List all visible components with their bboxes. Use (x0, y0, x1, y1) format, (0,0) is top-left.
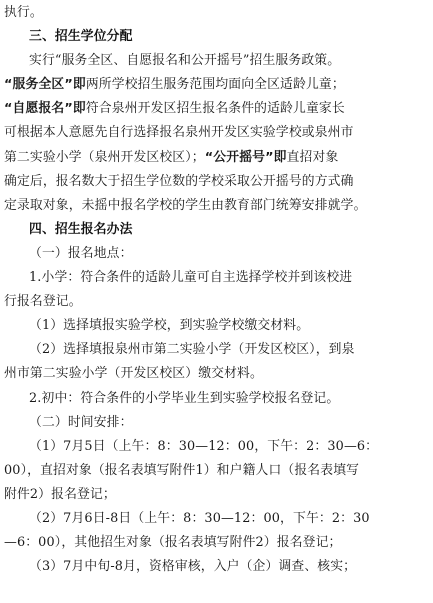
text-line (4, 73, 429, 97)
text-line: —6：00），其他招生对象（报名表填写附件2）报名登记； (4, 535, 342, 551)
text-line: 附件2）报名登记； (4, 486, 116, 502)
text-line: 定录取对象，未摇中报名学校的学生由教育部门统筹安排就学。 (4, 197, 367, 213)
text-span: 符合泉州开发区招生报名条件的适龄儿童家长 (85, 101, 345, 117)
subheading: （二）时间安排： (29, 414, 133, 430)
section-heading-4: 四、招生报名办法 (29, 221, 133, 237)
section-heading-3: 三、招生学位分配 (29, 29, 133, 45)
text-line (4, 97, 429, 121)
text-span: 两所学校招生服务范围均面向全区适龄儿童； (85, 77, 345, 93)
text-line: 行报名登记。 (4, 294, 82, 310)
text-line: （3）7月中旬-8月，资格审核，入户（企）调查、核实； (29, 559, 357, 575)
text-line: 2.初中：符合条件的小学毕业生到实验学校报名登记。 (29, 390, 340, 406)
text-line (4, 146, 429, 170)
text-line: 确定后，报名数大于招生学位数的学校采取公开摇号的方式确 (4, 173, 354, 189)
text-line: 执行。 (4, 5, 43, 20)
text-span: 直招对象 (286, 149, 339, 165)
text-line: 实行“服务全区、自愿报名和公开摇号”招生服务政策。 (29, 53, 341, 69)
text-line: 州市第二实验小学（开发区校区）缴交材料。 (4, 366, 263, 382)
subheading: （一）报名地点： (29, 245, 133, 261)
text-line: 00），直招对象（报名表填写附件1）和户籍人口（报名表填写 (4, 462, 360, 478)
text-line: （2）7月6日-8日（上午：8：30—12：00，下午：2：30 (29, 510, 370, 526)
text-line: 1.小学：符合条件的适龄儿童可自主选择学校并到该校进 (29, 270, 353, 286)
text-span: 第二实验小学（泉州开发区校区）； (4, 149, 205, 165)
text-line: （2）选择填报泉州市第二实验小学（开发区校区），到泉 (29, 342, 355, 358)
text-line: （1）选择填报实验学校，到实验学校缴交材料。 (29, 318, 310, 334)
bold-term: “自愿报名”即 (4, 101, 86, 117)
text-line: 可根据本人意愿先自行选择报名泉州开发区实验学校或泉州市 (4, 125, 354, 141)
text-line: （1）7月5日（上午：8：30—12：00，下午：2：30—6： (29, 438, 379, 454)
bold-term: “服务全区”即 (4, 77, 86, 93)
bold-term: “公开摇号”即 (204, 149, 287, 165)
